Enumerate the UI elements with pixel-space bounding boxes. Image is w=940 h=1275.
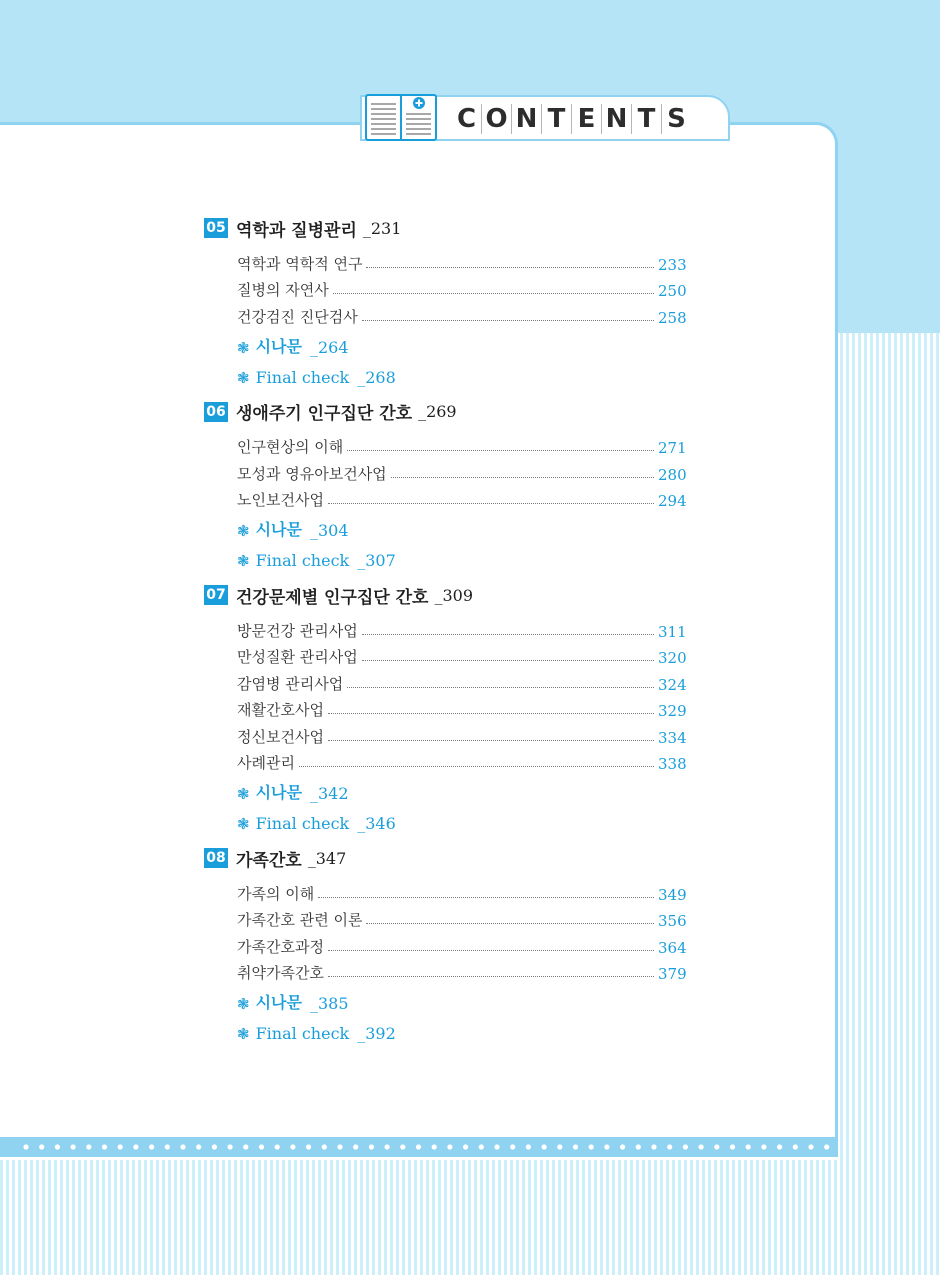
chapter-page: _347 [307, 848, 347, 868]
decor-dot [432, 1144, 437, 1149]
toc-entry[interactable] [204, 300, 687, 327]
toc-entry[interactable] [204, 930, 687, 957]
entry-page: 250 [658, 282, 687, 300]
decor-dot [824, 1144, 829, 1149]
dot-leader [328, 712, 654, 714]
decor-dot [793, 1144, 798, 1149]
dot-leader [299, 765, 654, 767]
decor-dot [369, 1144, 374, 1149]
decor-dot [463, 1144, 468, 1149]
extra-page: _346 [357, 814, 396, 833]
chapter-page: _269 [418, 402, 457, 421]
dot-leader [328, 739, 654, 741]
extra-label: 시나문 [255, 336, 302, 356]
entry-page: 356 [658, 912, 687, 930]
title-letter: C [452, 104, 482, 134]
dot-leader [391, 476, 654, 478]
extra-entry-sinamun[interactable] [204, 773, 684, 803]
toc-entry[interactable] [204, 957, 687, 984]
decor-dot [165, 1144, 170, 1149]
decor-dot [196, 1144, 201, 1149]
extra-page: _304 [309, 521, 349, 540]
entry-label: 재활간호사업 [237, 701, 324, 719]
chapter-title: 건강문제별 인구집단 간호 [236, 587, 429, 608]
title-letter: S [667, 104, 686, 134]
decor-dot [23, 1144, 28, 1149]
decor-dot [651, 1144, 656, 1149]
title-letter: O [482, 104, 512, 134]
decor-dot [589, 1144, 594, 1149]
decor-dot [494, 1144, 499, 1149]
entry-page: 324 [658, 675, 687, 694]
dot-leader [366, 922, 654, 924]
dot-leader [362, 319, 654, 321]
entry-label: 가족의 이해 [237, 884, 315, 903]
extra-label: 시나문 [255, 783, 302, 802]
decor-dot [149, 1144, 154, 1149]
entry-page: 320 [658, 649, 687, 667]
decor-dot [322, 1144, 327, 1149]
extra-entry-sinamun[interactable] [204, 327, 684, 357]
decor-dot [447, 1144, 452, 1149]
entry-label: 사례관리 [237, 754, 295, 772]
decor-dot [337, 1144, 342, 1149]
decor-dot [542, 1144, 547, 1149]
decor-dot [808, 1144, 813, 1149]
dot-leader [333, 292, 654, 294]
entry-label: 감염병 관리사업 [237, 674, 344, 693]
extra-page: _268 [357, 367, 396, 387]
decor-dot [353, 1144, 358, 1149]
decor-dot [699, 1144, 704, 1149]
side-stripes-decoration [840, 333, 940, 1275]
toc-entry[interactable] [204, 904, 687, 931]
decor-dot [510, 1144, 515, 1149]
chapter-08 [204, 843, 687, 1043]
extra-label: Final check [255, 551, 350, 570]
extra-page: _385 [309, 994, 349, 1013]
entry-page: 364 [658, 938, 687, 957]
title-letter: T [542, 104, 572, 134]
toc-entry[interactable] [204, 247, 687, 274]
title-letter: N [602, 104, 632, 134]
chapter-number-badge: 07 [204, 585, 228, 605]
title-letter: T [632, 104, 662, 134]
entry-page: 349 [658, 885, 687, 904]
extra-entry-final-check[interactable] [204, 1013, 684, 1043]
decor-dot [714, 1144, 719, 1149]
entry-page: 258 [658, 308, 687, 327]
entry-label: 만성질환 관리사업 [237, 648, 358, 666]
dot-leader [366, 266, 654, 268]
chapter-heading[interactable] [204, 213, 684, 243]
entry-page: 334 [658, 728, 687, 747]
dot-leader [347, 686, 654, 688]
extra-entry-final-check[interactable] [204, 540, 684, 570]
decor-dot [133, 1144, 138, 1149]
entry-label: 방문건강 관리사업 [237, 621, 358, 640]
chapter-title: 가족간호 [236, 850, 302, 871]
entry-page: 329 [658, 702, 687, 720]
entry-label: 건강검진 진단검사 [237, 307, 358, 326]
dot-leader [328, 949, 654, 951]
decor-dot [180, 1144, 185, 1149]
table-of-contents [204, 213, 687, 1053]
entry-label: 가족간호과정 [237, 937, 324, 956]
dot-leader [347, 449, 654, 451]
decor-dot [290, 1144, 295, 1149]
decor-dot [604, 1144, 609, 1149]
extra-label: 시나문 [255, 520, 302, 539]
asterisk-icon: ❃ [237, 368, 250, 387]
chapter-07 [204, 580, 687, 833]
decor-dot [400, 1144, 405, 1149]
dot-leader [362, 659, 654, 661]
entry-label: 인구현상의 이해 [237, 438, 344, 456]
entry-label: 모성과 영유아보건사업 [237, 464, 387, 483]
dot-leader [362, 633, 654, 635]
title-letter: E [572, 104, 602, 134]
entry-page: 280 [658, 465, 687, 484]
title-letter: N [512, 104, 542, 134]
chapter-06 [204, 397, 687, 571]
entry-label: 취약가족간호 [237, 964, 324, 982]
decor-dot [118, 1144, 123, 1149]
extra-page: _307 [357, 551, 396, 570]
asterisk-icon: ❃ [237, 338, 250, 357]
toc-entry[interactable] [204, 431, 687, 458]
entry-label: 노인보건사업 [237, 491, 324, 509]
entry-page: 379 [658, 965, 687, 983]
decor-dot [746, 1144, 751, 1149]
extra-entry-sinamun[interactable] [204, 983, 684, 1013]
decor-dot [761, 1144, 766, 1149]
decor-dot [479, 1144, 484, 1149]
extra-page: _264 [309, 337, 349, 357]
asterisk-icon: ❃ [237, 815, 250, 833]
book-icon [365, 92, 437, 142]
decor-dot [259, 1144, 264, 1149]
entry-page: 338 [658, 755, 687, 773]
chapter-05 [204, 213, 687, 387]
dot-leader [328, 975, 654, 977]
chapter-title: 생애주기 인구집단 간호 [236, 404, 413, 424]
bottom-stripes-decoration [0, 1160, 940, 1275]
decor-dot [55, 1144, 60, 1149]
toc-entry[interactable] [204, 614, 687, 641]
decor-dot [228, 1144, 233, 1149]
extra-label: Final check [255, 367, 350, 387]
chapter-page: _309 [434, 585, 474, 605]
decor-dot [683, 1144, 688, 1149]
entry-page: 311 [658, 622, 687, 641]
dot-leader [318, 896, 654, 898]
extra-entry-final-check[interactable] [204, 357, 684, 387]
toc-entry[interactable] [204, 747, 687, 774]
decor-dot [306, 1144, 311, 1149]
chapter-heading[interactable] [204, 580, 684, 610]
decor-dot [212, 1144, 217, 1149]
decor-dot [86, 1144, 91, 1149]
extra-entry-final-check[interactable] [204, 803, 684, 833]
toc-entry[interactable] [204, 457, 687, 484]
entry-label: 질병의 자연사 [237, 281, 329, 299]
entry-label: 가족간호 관련 이론 [237, 911, 363, 929]
decor-dot [667, 1144, 672, 1149]
decor-dot [526, 1144, 531, 1149]
chapter-number-badge: 08 [204, 848, 228, 868]
chapter-title: 역학과 질병관리 [236, 220, 357, 241]
extra-page: _392 [357, 1024, 396, 1043]
decor-dot [102, 1144, 107, 1149]
decor-dot [385, 1144, 390, 1149]
decor-dot [557, 1144, 562, 1149]
extra-label: Final check [255, 814, 350, 833]
decor-dot [573, 1144, 578, 1149]
asterisk-icon: ❃ [237, 785, 250, 803]
asterisk-icon: ❃ [237, 1025, 250, 1043]
entry-page: 294 [658, 492, 687, 510]
toc-entry[interactable] [204, 274, 687, 301]
extra-page: _342 [309, 784, 349, 803]
extra-label: 시나문 [255, 993, 302, 1012]
decor-dot [620, 1144, 625, 1149]
bottom-dot-band [0, 1137, 838, 1157]
toc-entry[interactable] [204, 484, 687, 511]
extra-entry-sinamun[interactable] [204, 510, 684, 540]
decor-dot [71, 1144, 76, 1149]
chapter-heading[interactable] [204, 397, 684, 427]
toc-entry[interactable] [204, 641, 687, 668]
asterisk-icon: ❃ [237, 522, 250, 540]
entry-label: 정신보건사업 [237, 727, 324, 746]
dot-pattern [0, 1137, 838, 1157]
decor-dot [275, 1144, 280, 1149]
decor-dot [39, 1144, 44, 1149]
chapter-page: _231 [362, 218, 402, 238]
toc-entry[interactable] [204, 667, 687, 694]
chapter-heading[interactable] [204, 843, 684, 873]
decor-dot [777, 1144, 782, 1149]
decor-dot [636, 1144, 641, 1149]
toc-entry[interactable] [204, 694, 687, 721]
decor-dot [243, 1144, 248, 1149]
contents-title [452, 104, 691, 134]
toc-entry[interactable] [204, 877, 687, 904]
entry-page: 271 [658, 439, 687, 457]
entry-page: 233 [658, 255, 687, 274]
toc-entry[interactable] [204, 720, 687, 747]
chapter-number-badge: 05 [204, 218, 228, 238]
chapter-number-badge: 06 [204, 402, 228, 422]
decor-dot [416, 1144, 421, 1149]
asterisk-icon: ❃ [237, 995, 250, 1013]
entry-label: 역학과 역학적 연구 [237, 254, 363, 273]
extra-label: Final check [255, 1024, 350, 1043]
asterisk-icon: ❃ [237, 552, 250, 570]
dot-leader [328, 502, 654, 504]
decor-dot [730, 1144, 735, 1149]
